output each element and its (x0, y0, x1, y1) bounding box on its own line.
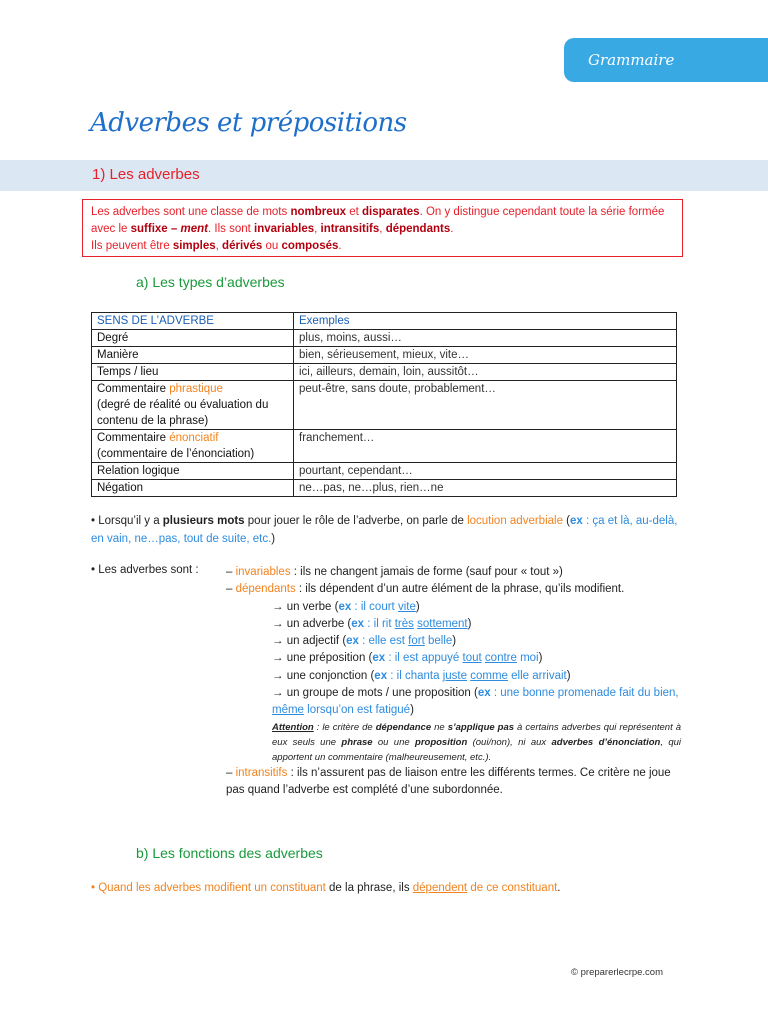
example-text: : il est appuyé (385, 652, 463, 665)
text: ( (562, 515, 571, 527)
table-cell-sense: Temps / lieu (92, 364, 294, 381)
text: pour jouer le rôle de l’adverbe, on parle de (244, 515, 468, 527)
text: → un adjectif ( (272, 635, 347, 648)
text: ) (538, 652, 543, 665)
keyword: ment (180, 223, 208, 235)
definition-box (82, 199, 683, 257)
definition-line-1 (91, 204, 674, 238)
table-row (92, 480, 677, 497)
subheading-types: a) Les types d’adverbes (136, 274, 285, 290)
list-item (226, 765, 681, 800)
text: . (557, 882, 561, 894)
text: ou une (372, 736, 416, 748)
text: à certains adverbes qui représentent à eux seuls une (272, 721, 681, 748)
table-header-cell: SENS DE L’ADVERBE (92, 313, 294, 330)
keyword: dépendants (385, 223, 451, 235)
text: • Lorsqu’il y a (91, 515, 163, 527)
keyword: disparates (362, 206, 420, 218)
table-row (92, 330, 677, 347)
sense-note: (degré de réalité ou évaluation du contenu de la phrase) (97, 399, 269, 427)
table-cell-examples: peut-être, sans doute, probablement… (294, 381, 677, 430)
example-marker: ex (346, 635, 359, 648)
table-row (92, 347, 677, 364)
term: de ce constituant (467, 882, 558, 894)
table-cell-sense: Degré (92, 330, 294, 347)
example-marker: ex (338, 600, 352, 613)
text: ) (410, 704, 414, 717)
table-row (92, 364, 677, 381)
example-highlight: fort (408, 635, 425, 648)
text: Les adverbes sont une classe de mots (91, 206, 291, 218)
copyright-footer: © preparerlecrpe.com (571, 967, 664, 978)
adverb-types-table (91, 312, 677, 497)
list-subitem (226, 599, 681, 616)
term: intransitifs (235, 766, 288, 779)
table-cell-examples: franchement… (294, 430, 677, 463)
list-subitem (226, 668, 681, 685)
subheading-functions: b) Les fonctions des adverbes (136, 845, 323, 861)
example-highlight: vite (397, 600, 416, 613)
list-subitem (226, 616, 681, 633)
example-text: : il court (351, 600, 398, 613)
text: , (314, 223, 321, 235)
table-cell-sense (92, 381, 294, 430)
text: . (338, 240, 342, 252)
text: . Ils sont (207, 223, 255, 235)
table-header-cell: Exemples (294, 313, 677, 330)
text: ) (271, 532, 276, 545)
text: , qui apportent un commentaire (malheureusement, etc.). (272, 736, 681, 763)
example-highlight: tout (462, 652, 482, 665)
text: ) (415, 600, 420, 613)
text: ) (452, 635, 457, 648)
section-heading-bar (0, 160, 768, 191)
example-highlight: même (272, 704, 304, 717)
example-marker: ex (351, 617, 365, 630)
text: ) (467, 617, 472, 630)
keyword: intransitifs (320, 223, 380, 235)
keyword: invariables (254, 223, 315, 235)
keyword: composés (281, 240, 339, 252)
example-highlight: sottement (417, 617, 468, 630)
keyword: plusieurs mots (162, 515, 245, 527)
keyword: dérivés (222, 240, 263, 252)
example-highlight: très (394, 617, 414, 630)
text: : le critère de (313, 721, 376, 733)
example-highlight: comme (470, 669, 508, 682)
text: → une préposition ( (272, 652, 373, 665)
term: locution adverbiale (467, 515, 563, 527)
text: – (226, 566, 236, 578)
term: Quand les adverbes modifient un constituant (98, 882, 326, 894)
text: . On y distingue cependant toute la série formée avec le (91, 206, 665, 235)
text: – (226, 583, 236, 596)
definition-line-2 (91, 238, 674, 255)
example-text: elle arrivait (507, 669, 567, 682)
sense-note: (commentaire de l’énonciation) (97, 448, 255, 460)
text: : ils n’assurent pas de liaison entre les différents termes. Ce critère ne joue pas quand l’adverbe est complété d’une subordonnée. (226, 766, 671, 796)
text: → un verbe ( (272, 600, 339, 613)
example-text: : il rit (364, 617, 395, 630)
table-cell-examples: bien, sérieusement, mieux, vite… (294, 347, 677, 364)
example-marker: ex (477, 687, 491, 700)
text: . (450, 223, 454, 235)
category-badge: Grammaire (564, 38, 768, 82)
table-cell-examples: pourtant, cependant… (294, 463, 677, 480)
page-title: Adverbes et prépositions (90, 108, 407, 138)
list-label: • Les adverbes sont : (91, 564, 199, 576)
example-highlight: juste (442, 669, 468, 682)
list-item (226, 581, 681, 598)
keyword: proposition (415, 736, 468, 748)
example-text: : il chanta (387, 669, 443, 682)
table-cell-examples: ne…pas, ne…plus, rien…ne (294, 480, 677, 497)
locution-paragraph (91, 513, 681, 548)
term: dépendent (412, 882, 468, 894)
example-text: : ça et là, au-delà, en vain, ne…pas, tout de suite, etc. (91, 515, 678, 545)
sense-label: Commentaire (97, 432, 170, 444)
list-item (226, 564, 681, 581)
term: dépendants (235, 583, 296, 596)
sense-qualifier: énonciatif (169, 432, 219, 444)
table-row (92, 430, 677, 463)
example-text: moi (516, 652, 539, 665)
text: ou (262, 240, 282, 252)
example-text: : elle est (358, 635, 409, 648)
text: , (379, 223, 386, 235)
example-marker: ex (372, 652, 386, 665)
keyword: simples (172, 240, 216, 252)
table-row (92, 463, 677, 480)
keyword: adverbes d’énonciation (551, 736, 661, 748)
list-subitem (226, 633, 681, 650)
table-cell-sense (92, 430, 294, 463)
example-text: belle (424, 635, 453, 648)
text: ne (431, 721, 448, 733)
text: → une conjonction ( (272, 669, 375, 682)
table-header-row (92, 313, 677, 330)
list-subitem (226, 685, 681, 720)
adverb-properties-list (226, 564, 681, 799)
text: • (91, 882, 99, 894)
table-cell-sense: Relation logique (92, 463, 294, 480)
text: et (346, 206, 363, 218)
example-marker: ex (570, 515, 583, 527)
text: ) (566, 669, 571, 682)
text: → un adverbe ( (272, 617, 352, 630)
sense-label: Commentaire (97, 383, 170, 395)
keyword: suffixe – (130, 223, 181, 235)
table-cell-examples: ici, ailleurs, demain, loin, aussitôt… (294, 364, 677, 381)
text: Ils peuvent être (91, 240, 173, 252)
attention-note (226, 720, 681, 765)
text: – (226, 766, 236, 779)
functions-paragraph (91, 880, 681, 898)
text: : ils dépendent d’un autre élément de la phrase, qu’ils modifient. (295, 583, 625, 596)
text: → un groupe de mots / une proposition ( (272, 687, 478, 700)
section-heading: 1) Les adverbes (92, 166, 200, 183)
attention-label: Attention (272, 721, 314, 733)
example-marker: ex (374, 669, 388, 682)
table-cell-sense: Manière (92, 347, 294, 364)
sense-qualifier: phrastique (169, 383, 223, 395)
table-cell-examples: plus, moins, aussi… (294, 330, 677, 347)
text: : ils ne changent jamais de forme (sauf pour « tout ») (290, 566, 563, 578)
keyword: dépendance (375, 721, 432, 733)
keyword: s’applique pas (447, 721, 515, 733)
keyword: phrase (341, 736, 373, 748)
example-text: lorsqu’on est fatigué (303, 704, 411, 717)
text: (oui/non), ni aux (467, 736, 552, 748)
term: invariables (235, 566, 291, 578)
example-text: : une bonne promenade fait du bien, (490, 687, 679, 700)
example-highlight: contre (484, 652, 517, 665)
text: de la phrase, ils (325, 882, 413, 894)
keyword: nombreux (290, 206, 347, 218)
table-row (92, 381, 677, 430)
table-cell-sense: Négation (92, 480, 294, 497)
list-subitem (226, 650, 681, 667)
text: , (215, 240, 223, 252)
